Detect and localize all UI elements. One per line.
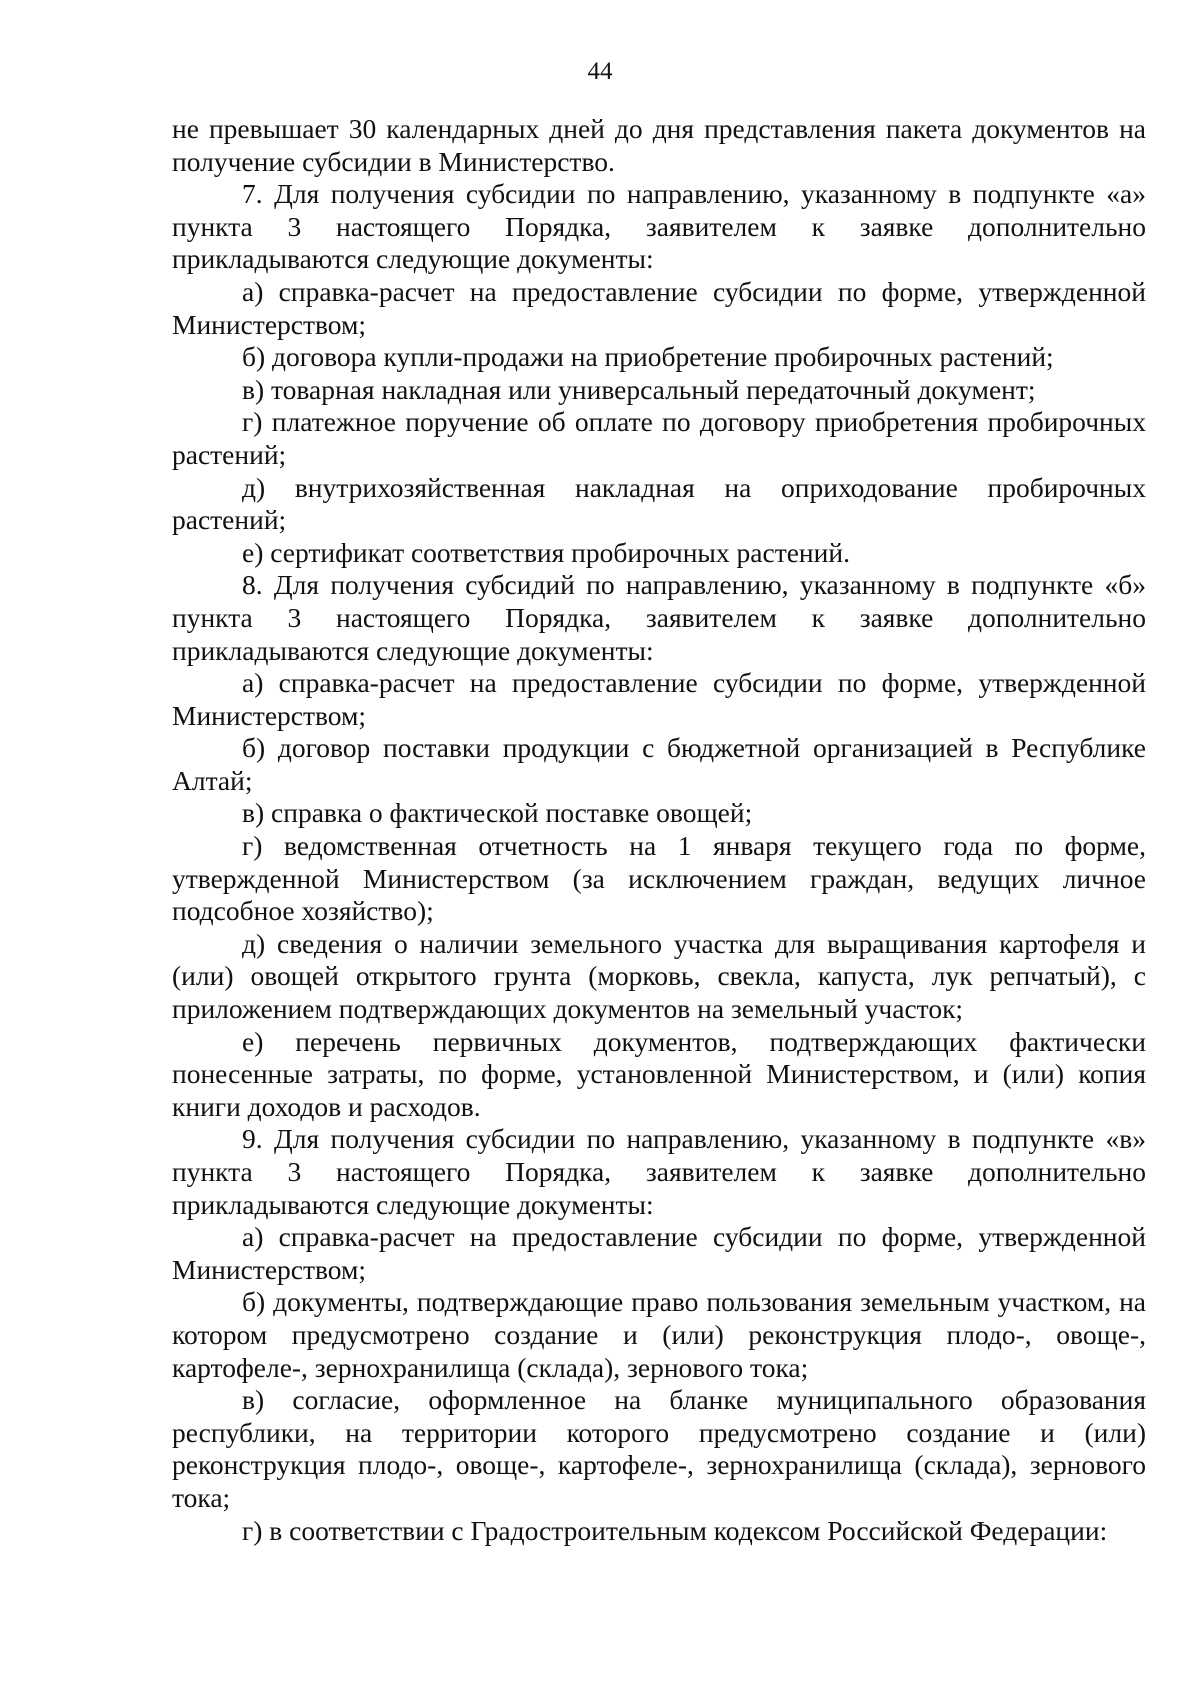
paragraph: в) согласие, оформленное на бланке муниципального образования республики, на территории которого предусмотрено создание и (или) реконструкция плодо-, овоще-, картофеле-, зернохранилища (склада), зернового тока; (172, 1384, 1146, 1513)
paragraph-item-9: 9. Для получения субсидии по направлению, указанному в подпункте «в» пункта 3 настоящего Порядка, заявителем к заявке дополнительно прикладываются следующие документы: (172, 1123, 1146, 1220)
paragraph: а) справка-расчет на предоставление субсидии по форме, утвержденной Министерством; (172, 1221, 1146, 1285)
paragraph: д) внутрихозяйственная накладная на оприходование пробирочных растений; (172, 471, 1146, 536)
paragraph-item-7: 7. Для получения субсидии по направлению, указанному в подпункте «а» пункта 3 настоящего Порядка, заявителем к заявке дополнительно прикладываются следующие документы: (172, 178, 1146, 275)
document-body (172, 113, 1146, 1547)
paragraph: б) документы, подтверждающие право пользования земельным участком, на котором предусмотрено создание и (или) реконструкция плодо-, овоще-, картофеле-, зернохранилища (склада), зернового тока; (172, 1286, 1146, 1383)
paragraph: д) сведения о наличии земельного участка для выращивания картофеля и (или) овощей открытого грунта (морковь, свекла, капуста, лук репчатый), с приложением подтверждающих документов на земельный участок; (172, 927, 1146, 1025)
paragraph: г) ведомственная отчетность на 1 января текущего года по форме, утвержденной Министерством (за исключением граждан, ведущих личное подсобное хозяйство); (172, 830, 1146, 927)
paragraph: г) в соответствии с Градостроительным кодексом Российской Федерации: (242, 1514, 1108, 1546)
paragraph-item-8: 8. Для получения субсидий по направлению, указанному в подпункте «б» пункта 3 настоящего Порядка, заявителем к заявке дополнительно прикладываются следующие документы: (172, 569, 1146, 666)
paragraph: а) справка-расчет на предоставление субсидии по форме, утвержденной Министерством; (172, 275, 1146, 340)
paragraph: б) договор поставки продукции с бюджетной организацией в Республике Алтай; (172, 732, 1146, 796)
paragraph: в) справка о фактической поставке овощей; (242, 797, 753, 829)
paragraph: г) платежное поручение об оплате по договору приобретения пробирочных растений; (172, 406, 1146, 470)
paragraph: не превышает 30 календарных дней до дня представления пакета документов на получение субсидии в Министерство. (172, 113, 1146, 177)
paragraph: е) сертификат соответствия пробирочных растений. (242, 536, 850, 568)
paragraph: б) договора купли-продажи на приобретение пробирочных растений; (242, 341, 1054, 373)
paragraph: е) перечень первичных документов, подтверждающих фактически понесенные затраты, по форме, установленной Министерством, и (или) копия книги доходов и расходов. (172, 1025, 1146, 1122)
paragraph: а) справка-расчет на предоставление субсидии по форме, утвержденной Министерством; (172, 667, 1146, 731)
paragraph: в) товарная накладная или универсальный передаточный документ; (242, 373, 1036, 405)
page-number: 44 (587, 58, 613, 85)
